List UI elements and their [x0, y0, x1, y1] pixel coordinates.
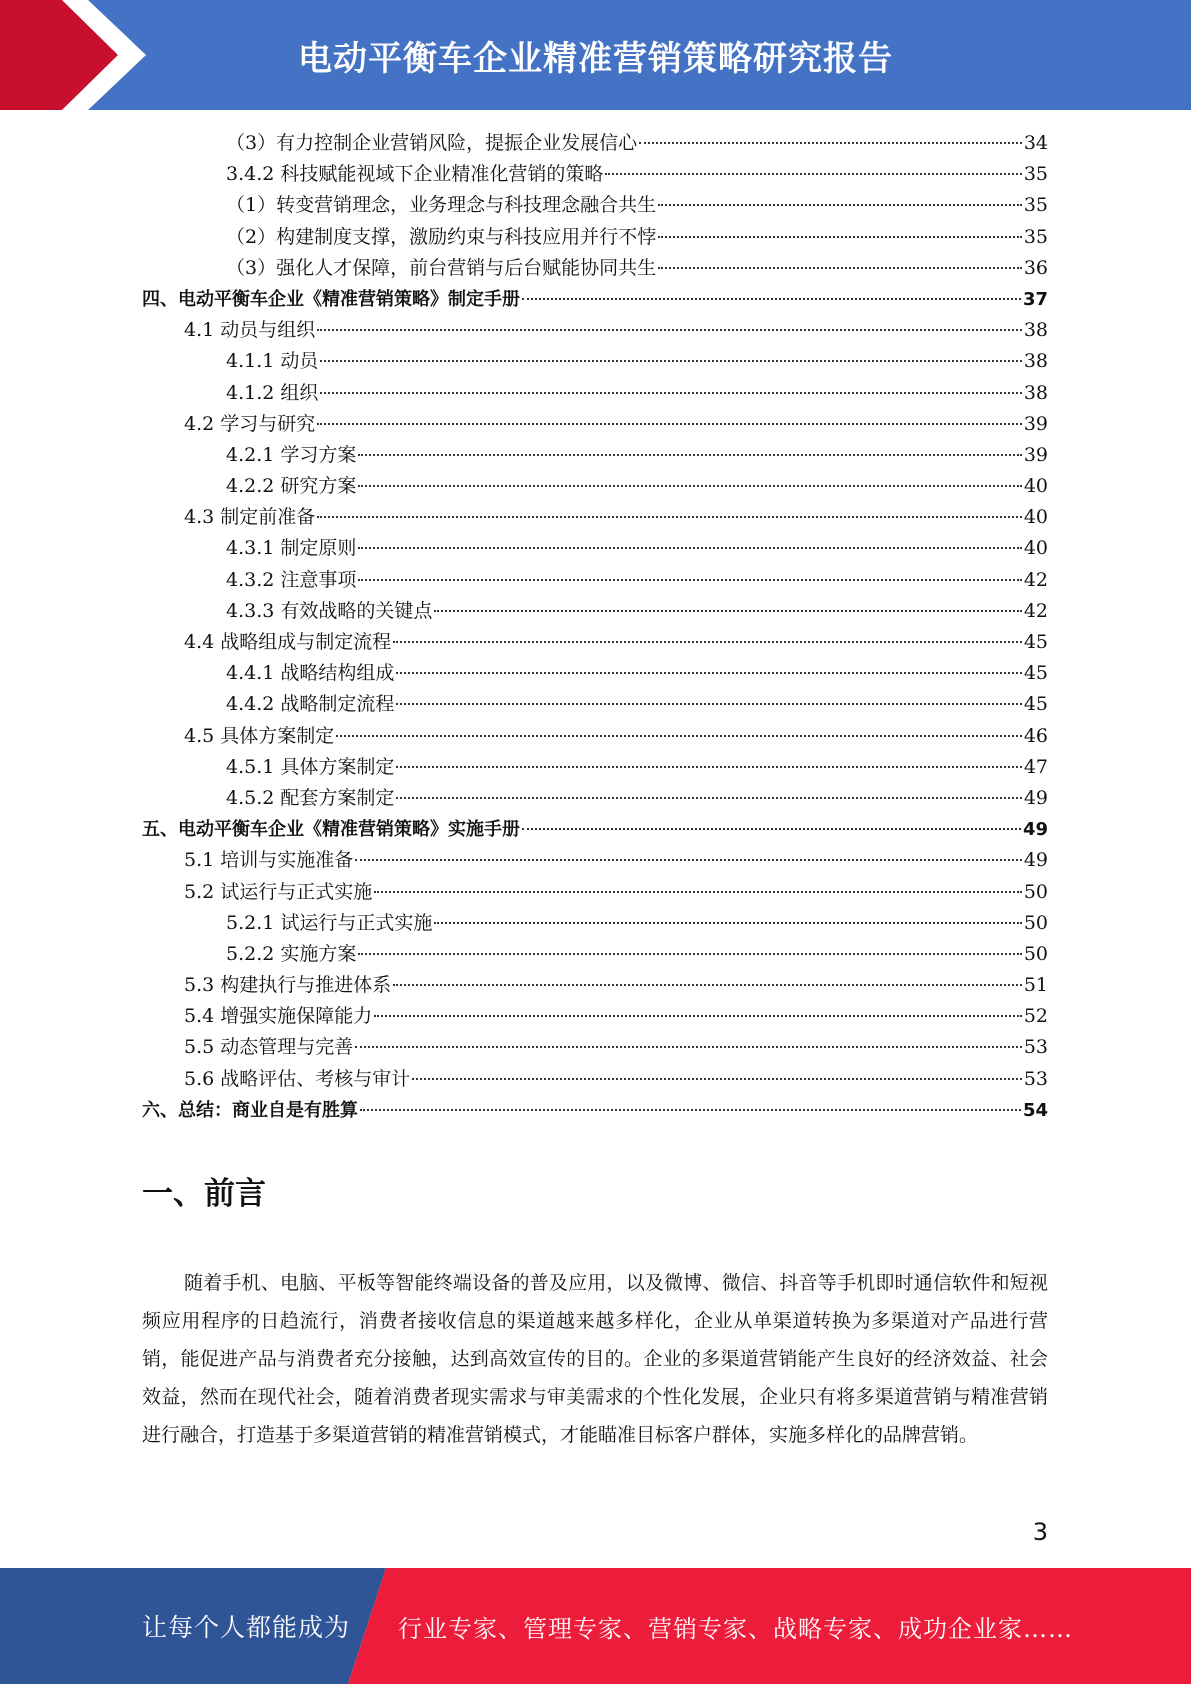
toc-entry-label: 5.2 试运行与正式实施 [184, 880, 373, 903]
toc-entry-page: 40 [1023, 475, 1048, 498]
toc-dot-leader [658, 235, 1022, 238]
toc-entry[interactable] [142, 409, 1048, 440]
toc-entry[interactable] [142, 471, 1048, 502]
toc-dot-leader [358, 952, 1021, 955]
toc-entry[interactable] [142, 627, 1048, 658]
toc-entry-label: 4.1.2 组织 [226, 381, 319, 404]
toc-entry-page: 45 [1023, 631, 1048, 653]
toc-entry[interactable] [142, 596, 1048, 627]
toc-entry[interactable] [142, 222, 1048, 253]
toc-entry-page: 52 [1023, 1005, 1048, 1028]
toc-entry-page: 49 [1023, 849, 1048, 872]
toc-entry[interactable] [142, 190, 1048, 221]
toc-dot-leader [374, 890, 1022, 893]
toc-entry-label: 4.5.1 具体方案制定 [226, 755, 395, 778]
toc-dot-leader [358, 484, 1021, 487]
toc-entry-page: 38 [1023, 319, 1048, 342]
toc-entry-label: （3）有力控制企业营销风险，提振企业发展信心 [226, 132, 638, 154]
toc-entry-label: 5.1 培训与实施准备 [184, 849, 354, 872]
toc-entry-label: 4.3.1 制定原则 [226, 537, 357, 560]
toc-dot-leader [336, 734, 1022, 737]
toc-entry-page: 47 [1023, 755, 1048, 778]
toc-entry-page: 37 [1022, 288, 1048, 310]
intro-paragraph: 随着手机、电脑、平板等智能终端设备的普及应用，以及微博、微信、抖音等手机即时通信软件和短视频应用程序的日趋流行，消费者接收信息的渠道越来越多样化，企业从单渠道转换为多渠道对产品进行营销，能促进产品与消费者充分接触，达到高效宣传的目的。企业的多渠道营销能产生良好的经济效益、社会效益，然而在现代社会，随着消费者现实需求与审美需求的个性化发展，企业只有将多渠道营销与精准营销进行融合，打造基于多渠道营销的精准营销模式，才能瞄准目标客户群体，实施多样化的品牌营销。 [142, 1272, 1048, 1446]
page-header [0, 0, 1191, 110]
toc-entry-page: 40 [1023, 537, 1048, 560]
toc-entry-page: 49 [1022, 819, 1048, 841]
toc-entry-page: 50 [1023, 942, 1048, 965]
toc-entry-page: 51 [1023, 974, 1048, 997]
toc-dot-leader [434, 609, 1021, 612]
toc-entry-page: 42 [1023, 568, 1048, 591]
page-footer [0, 1568, 1191, 1684]
toc-entry[interactable] [142, 845, 1048, 876]
toc-entry-label: 4.1 动员与组织 [184, 319, 316, 342]
toc-entry[interactable] [142, 658, 1048, 689]
toc-dot-leader [393, 640, 1022, 643]
toc-dot-leader [605, 172, 1021, 175]
toc-dot-leader [522, 297, 1021, 300]
toc-entry-label: 4.1.1 动员 [226, 350, 319, 373]
footer-slogan-left: 让每个人都能成为 [142, 1613, 351, 1642]
toc-entry[interactable] [142, 814, 1048, 845]
toc-entry-page: 54 [1022, 1099, 1048, 1121]
toc-entry[interactable] [142, 565, 1048, 596]
toc-entry[interactable] [142, 939, 1048, 970]
toc-entry-label: 5.5 动态管理与完善 [184, 1036, 354, 1059]
toc-dot-leader [639, 141, 1022, 144]
toc-entry-label: （3）强化人才保障，前台营销与后台赋能协同共生 [226, 256, 657, 279]
toc-entry[interactable] [142, 970, 1048, 1001]
section-heading: 一、前言 [142, 1176, 266, 1212]
toc-entry-page: 39 [1023, 443, 1048, 466]
toc-entry-page: 50 [1023, 911, 1048, 934]
toc-dot-leader [396, 671, 1021, 674]
toc-dot-leader [360, 1108, 1021, 1111]
toc-entry[interactable] [142, 783, 1048, 814]
toc-dot-leader [358, 546, 1021, 549]
toc-entry-label: 4.2 学习与研究 [184, 412, 316, 435]
toc-dot-leader [320, 391, 1021, 394]
toc-entry-label: 4.2.1 学习方案 [226, 443, 357, 466]
toc-entry-page: 38 [1023, 381, 1048, 404]
toc-entry-label: 3.4.2 科技赋能视域下企业精准化营销的策略 [226, 163, 604, 186]
toc-dot-leader [358, 453, 1021, 456]
toc-entry-page: 39 [1023, 412, 1048, 435]
toc-entry[interactable] [142, 346, 1048, 377]
toc-entry[interactable] [142, 1095, 1048, 1126]
toc-entry-page: 46 [1023, 724, 1048, 747]
toc-entry[interactable] [142, 159, 1048, 190]
header-chevron-decoration [0, 0, 150, 110]
toc-entry-label: 六、总结：商业自是有胜算 [142, 1099, 358, 1121]
toc-dot-leader [355, 1045, 1022, 1048]
toc-entry[interactable] [142, 533, 1048, 564]
toc-entry-page: 35 [1023, 194, 1048, 217]
toc-dot-leader [412, 1077, 1022, 1080]
page-number: 3 [1032, 1518, 1048, 1546]
toc-dot-leader [396, 796, 1021, 799]
toc-entry-page: 53 [1023, 1067, 1048, 1090]
toc-entry-label: 4.2.2 研究方案 [226, 475, 357, 498]
toc-entry-page: 34 [1023, 132, 1048, 154]
toc-entry-page: 35 [1023, 163, 1048, 186]
toc-entry-label: 4.4.2 战略制定流程 [226, 693, 395, 716]
footer-slogan-right: 行业专家、管理专家、营销专家、战略专家、成功企业家…… [398, 1614, 1073, 1643]
toc-entry-page: 45 [1023, 693, 1048, 716]
toc-entry-page: 45 [1023, 662, 1048, 685]
toc-entry-label: 4.3.2 注意事项 [226, 568, 357, 591]
toc-entry-label: 4.3.3 有效战略的关键点 [226, 599, 433, 622]
toc-dot-leader [317, 422, 1022, 425]
toc-dot-leader [396, 702, 1021, 705]
toc-dot-leader [358, 578, 1021, 581]
toc-entry[interactable] [142, 877, 1048, 908]
toc-entry[interactable] [142, 253, 1048, 284]
table-of-contents [142, 128, 1048, 1126]
toc-entry-label: 5.3 构建执行与推进体系 [184, 974, 392, 997]
toc-entry-label: 五、电动平衡车企业《精准营销策略》实施手册 [142, 819, 520, 841]
toc-entry-page: 38 [1023, 350, 1048, 373]
toc-entry-label: 4.4.1 战略结构组成 [226, 662, 395, 685]
toc-dot-leader [317, 515, 1022, 518]
toc-entry-label: 5.2.2 实施方案 [226, 942, 357, 965]
toc-entry[interactable] [142, 1001, 1048, 1032]
toc-dot-leader [658, 203, 1022, 206]
toc-dot-leader [320, 359, 1021, 362]
header-title-wrap [160, 0, 1191, 110]
toc-entry-page: 35 [1023, 225, 1048, 248]
toc-entry-label: 四、电动平衡车企业《精准营销策略》制定手册 [142, 288, 520, 310]
toc-entry-page: 49 [1023, 786, 1048, 809]
toc-entry[interactable] [142, 502, 1048, 533]
toc-entry-label: （1）转变营销理念，业务理念与科技理念融合共生 [226, 194, 657, 217]
toc-entry[interactable] [142, 284, 1048, 315]
toc-entry-page: 36 [1023, 256, 1048, 279]
toc-entry[interactable] [142, 440, 1048, 471]
toc-entry[interactable] [142, 689, 1048, 720]
toc-entry-page: 50 [1023, 880, 1048, 903]
toc-entry-page: 40 [1023, 506, 1048, 529]
toc-dot-leader [393, 983, 1022, 986]
toc-entry-label: 4.4 战略组成与制定流程 [184, 631, 392, 653]
toc-dot-leader [522, 827, 1021, 830]
toc-entry[interactable] [142, 378, 1048, 409]
toc-entry[interactable] [142, 908, 1048, 939]
toc-entry[interactable] [142, 752, 1048, 783]
toc-entry[interactable] [142, 315, 1048, 346]
toc-entry[interactable] [142, 721, 1048, 752]
toc-entry[interactable] [142, 1032, 1048, 1063]
toc-entry-label: （2）构建制度支撑，激励约束与科技应用并行不悖 [226, 225, 657, 248]
toc-entry[interactable] [142, 1064, 1048, 1095]
toc-entry-page: 53 [1023, 1036, 1048, 1059]
report-title: 电动平衡车企业精准营销策略研究报告 [298, 38, 893, 79]
toc-entry-label: 4.3 制定前准备 [184, 506, 316, 529]
toc-dot-leader [374, 1014, 1022, 1017]
toc-dot-leader [355, 858, 1022, 861]
toc-entry-page: 42 [1023, 599, 1048, 622]
toc-entry-label: 4.5 具体方案制定 [184, 724, 335, 747]
toc-dot-leader [658, 266, 1022, 269]
toc-entry-label: 4.5.2 配套方案制定 [226, 786, 395, 809]
toc-dot-leader [317, 328, 1022, 331]
toc-entry[interactable] [142, 128, 1048, 159]
toc-entry-label: 5.6 战略评估、考核与审计 [184, 1067, 411, 1090]
toc-entry-label: 5.2.1 试运行与正式实施 [226, 911, 433, 934]
toc-dot-leader [396, 765, 1021, 768]
toc-dot-leader [434, 921, 1021, 924]
toc-entry-label: 5.4 增强实施保障能力 [184, 1005, 373, 1028]
